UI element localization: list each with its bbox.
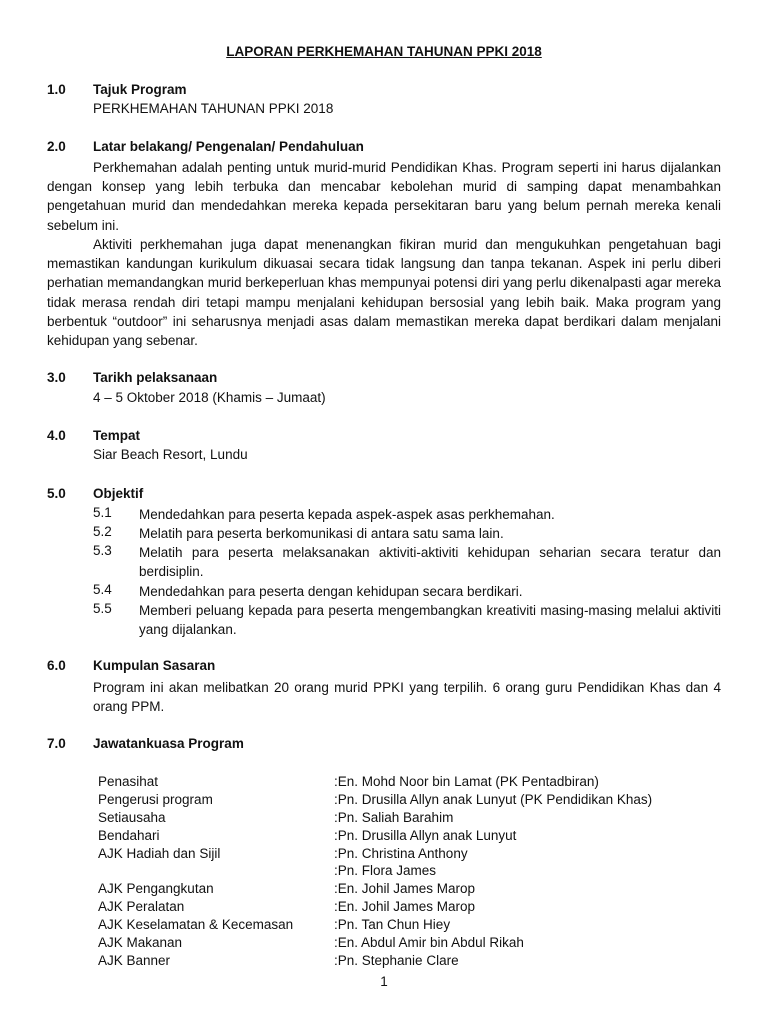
committee-member: :Pn. Drusilla Allyn anak Lunyut — [334, 828, 517, 843]
objective-number: 5.3 — [93, 543, 112, 558]
section-1-text: PERKHEMAHAN TAHUNAN PPKI 2018 — [93, 101, 334, 116]
section-1-number: 1.0 — [47, 82, 66, 97]
objective-number: 5.2 — [93, 524, 112, 539]
section-2-number: 2.0 — [47, 139, 66, 154]
committee-member: :Pn. Saliah Barahim — [334, 810, 454, 825]
committee-role: AJK Makanan — [98, 935, 183, 950]
section-1-heading: Tajuk Program — [93, 82, 187, 97]
section-7-number: 7.0 — [47, 736, 66, 751]
section-7-heading: Jawatankuasa Program — [93, 736, 244, 751]
committee-role: AJK Peralatan — [98, 899, 185, 914]
committee-role: Bendahari — [98, 828, 160, 843]
section-2-paragraph-2-text: Aktiviti perkhemahan juga dapat menenangkan fikiran murid dan mengukuhkan pengetahuan bagi memastikan kandungan kurikulum dikuasai secara tidak langsung dan tanpa tekanan. Aspek ini perlu diberi perhatian memandangkan murid berkeperluan khas mempunyai potensi diri yang perlu dikenalpasti agar mereka tidak merasa rendah diri tetapi mampu menjalani kehidupan bersosial yang lebih baik. Maka program yang berbentuk “outdoor” ini seharusnya menjadi asas dalam memastikan mereka dapat berdikari dalam menjalani kehidupan yang sebenar. — [47, 237, 721, 349]
committee-member: :En. Mohd Noor bin Lamat (PK Pentadbiran) — [334, 774, 599, 789]
committee-role: AJK Banner — [98, 953, 171, 968]
section-2-paragraph-1 — [47, 158, 721, 235]
objective-number: 5.4 — [93, 582, 112, 597]
objective-text: Melatih para peserta melaksanakan aktiviti-aktiviti kehidupan seharian secara teratur dan berdisiplin. — [139, 545, 721, 579]
section-6-text: Program ini akan melibatkan 20 orang murid PPKI yang terpilih. 6 orang guru Pendidikan Khas dan 4 orang PPM. — [93, 680, 721, 715]
section-4-heading: Tempat — [93, 428, 141, 443]
committee-role: Pengerusi program — [98, 792, 213, 807]
committee-member: :Pn. Flora James — [334, 863, 437, 878]
objective-text: Melatih para peserta berkomunikasi di antara satu sama lain. — [139, 526, 504, 541]
objective-number: 5.5 — [93, 601, 112, 616]
committee-role: AJK Hadiah dan Sijil — [98, 846, 221, 861]
committee-member: :En. Abdul Amir bin Abdul Rikah — [334, 935, 524, 950]
objective-number: 5.1 — [93, 505, 112, 520]
section-6-heading: Kumpulan Sasaran — [93, 658, 216, 673]
section-6-number: 6.0 — [47, 658, 66, 673]
section-3-heading: Tarikh pelaksanaan — [93, 370, 218, 385]
objective-text: Mendedahkan para peserta kepada aspek-aspek asas perkhemahan. — [139, 507, 555, 522]
section-5-heading: Objektif — [93, 486, 144, 501]
section-5-number: 5.0 — [47, 486, 66, 501]
section-3-number: 3.0 — [47, 370, 66, 385]
committee-member: :Pn. Tan Chun Hiey — [334, 917, 451, 932]
document-title: LAPORAN PERKHEMAHAN TAHUNAN PPKI 2018 — [226, 44, 542, 59]
committee-role: AJK Keselamatan & Kecemasan — [98, 917, 294, 932]
committee-member: :Pn. Stephanie Clare — [334, 953, 459, 968]
committee-role: Penasihat — [98, 774, 159, 789]
committee-member: :Pn. Christina Anthony — [334, 846, 468, 861]
committee-member: :Pn. Drusilla Allyn anak Lunyut (PK Pendidikan Khas) — [334, 792, 653, 807]
objective-text: Memberi peluang kepada para peserta mengembangkan kreativiti masing-masing melalui aktiviti yang dijalankan. — [139, 603, 721, 637]
section-2-heading: Latar belakang/ Pengenalan/ Pendahuluan — [93, 139, 364, 154]
section-4-text: Siar Beach Resort, Lundu — [93, 447, 248, 462]
section-2-paragraph-1-text: Perkhemahan adalah penting untuk murid-murid Pendidikan Khas. Program seperti ini harus dijalankan dengan konsep yang lebih terbuka dan mencabar kebolehan murid di samping dapat menambahkan pengetahuan murid dan mendedahkan mereka kepada persekitaran baru yang belum pernah mereka kenali sebelum ini. — [47, 160, 721, 233]
committee-member: :En. Johil James Marop — [334, 881, 476, 896]
objective-text: Mendedahkan para peserta dengan kehidupan secara berdikari. — [139, 584, 523, 599]
committee-member: :En. Johil James Marop — [334, 899, 476, 914]
committee-role: AJK Pengangkutan — [98, 881, 214, 896]
section-4-number: 4.0 — [47, 428, 66, 443]
section-3-text: 4 – 5 Oktober 2018 (Khamis – Jumaat) — [93, 390, 326, 405]
section-2-paragraph-2 — [47, 235, 721, 350]
committee-role: Setiausaha — [98, 810, 166, 825]
page-number: 1 — [380, 974, 388, 989]
